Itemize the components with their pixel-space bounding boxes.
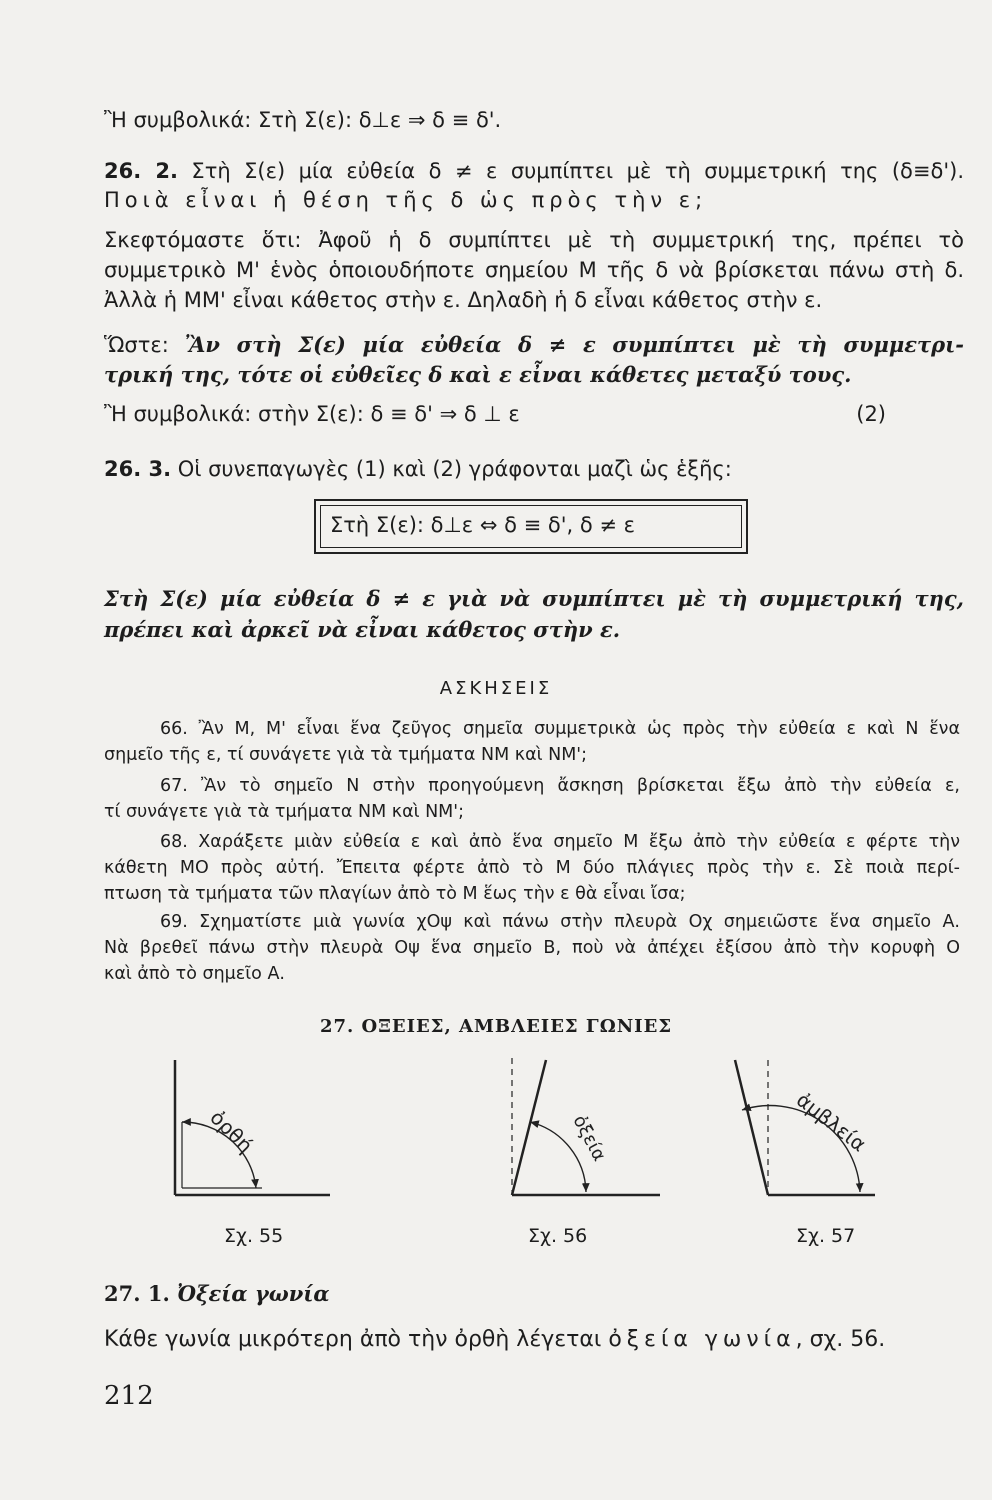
- fig-57-label: ἀμβλεία: [791, 1087, 871, 1157]
- exercise-67-line1: 67. Ἂν τὸ σημεῖο Ν στὴν προηγούμενη ἄσκηση βρίσκεται ἔξω ἀπὸ τὴν εὐθεία ε,: [160, 776, 960, 796]
- exercise-67-line2: τί συνάγετε γιὰ τὰ τμήματα ΝΜ καὶ ΝΜ';: [104, 802, 464, 822]
- exercise-68-line2: κάθετη ΜΟ πρὸς αὐτή. Ἔπειτα φέρτε ἀπὸ τὸ Μ δύο πλάγιες πρὸς τὴν ε. Σὲ ποιὰ περί-: [104, 858, 960, 878]
- term-acute-angle: ὀξεία γωνία: [608, 1327, 796, 1352]
- reasoning-line-1: Σκεφτόμαστε ὅτι: Ἀφοῦ ἡ δ συμπίπτει μὲ τὴ συμμετρική της, πρέπει τὸ: [104, 228, 964, 252]
- definition-text: Κάθε γωνία μικρότερη ἀπὸ τὴν ὀρθὴ λέγεται: [104, 1327, 602, 1352]
- conclusion-prefix: Ὥστε:: [104, 333, 169, 357]
- reasoning-line-3: Ἀλλὰ ἡ ΜΜ' εἶναι κάθετος στὴν ε. Δηλαδὴ ἡ δ εἶναι κάθετος στὴν ε.: [104, 288, 823, 312]
- definition-ref: , σχ. 56.: [795, 1327, 886, 1352]
- exercise-69-line2: Νὰ βρεθεῖ πάνω στὴν πλευρὰ Οψ ἕνα σημεῖο Β, ποὺ νὰ ἀπέχει ἐξίσου ἀπὸ τὴν κορυφὴ Ο: [104, 938, 960, 958]
- conclusion-bold-1: Ἂν στὴ Σ(ε) μία εὐθεία δ ≠ ε συμπίπτει μὲ τὴ συμμετρι-: [184, 332, 964, 357]
- fig-55-right-angle: [175, 1060, 330, 1195]
- page-number: 212: [104, 1381, 154, 1411]
- symbolic-2-text: Ἢ συμβολικά: στὴν Σ(ε): δ ≡ δ' ⇒ δ ⊥ ε: [104, 402, 520, 426]
- section-26-3-number: 26. 3.: [104, 457, 172, 481]
- exercise-68-line1: 68. Χαράξετε μιὰν εὐθεία ε καὶ ἀπὸ ἕνα σημεῖο Μ ἔξω ἀπὸ τὴν εὐθεία ε φέρτε τὴν: [160, 832, 960, 852]
- para-26-2-text: Στὴ Σ(ε) μία εὐθεία δ ≠ ε συμπίπτει μὲ τὴ συμμετρική της (δ≡δ').: [191, 159, 964, 183]
- conclusion-line-2: τρική της, τότε οἱ εὐθεῖες δ καὶ ε εἶναι κάθετες μεταξύ τους.: [104, 362, 852, 387]
- fig-56-label: ὀξεία: [568, 1111, 610, 1165]
- exercise-68-line3: πτωση τὰ τμήματα τῶν πλαγίων ἀπὸ τὸ Μ ἕως τὴν ε θὰ εἶναι ἴσα;: [104, 884, 686, 904]
- question-line: Ποιὰ εἶναι ἡ θέση τῆς δ ὡς πρὸς τὴν ε;: [104, 188, 708, 212]
- theorem-line-1: Στὴ Σ(ε) μία εὐθεία δ ≠ ε γιὰ νὰ συμπίπτει μὲ τὴ συμμετρική της,: [104, 586, 964, 611]
- reasoning-line-2: συμμετρικὸ Μ' ἑνὸς ὁποιουδήποτε σημείου Μ τῆς δ νὰ βρίσκεται πάνω στὴ δ.: [104, 258, 964, 282]
- section-27-heading: 27. ΟΞΕΙΕΣ, ΑΜΒΛΕΙΕΣ ΓΩΝΙΕΣ: [319, 1016, 673, 1037]
- para-26-3-text: Οἱ συνεπαγωγὲς (1) καὶ (2) γράφονται μαζὶ ὡς ἑξῆς:: [177, 457, 732, 481]
- caption-fig-57: Σχ. 57: [796, 1225, 856, 1247]
- line-symbolic-1: Ἢ συμβολικά: Στὴ Σ(ε): δ⊥ε ⇒ δ ≡ δ'.: [104, 108, 502, 132]
- formula-box-text: Στὴ Σ(ε): δ⊥ε ⇔ δ ≡ δ', δ ≠ ε: [330, 513, 636, 537]
- equation-number-2: (2): [856, 402, 886, 426]
- section-26-2-number: 26. 2.: [104, 159, 178, 183]
- caption-fig-55: Σχ. 55: [224, 1225, 284, 1247]
- theorem-line-2: πρέπει καὶ ἀρκεῖ νὰ εἶναι κάθετος στὴν ε.: [104, 617, 621, 642]
- exercise-69-line1: 69. Σχηματίστε μιὰ γωνία χΟψ καὶ πάνω στὴν πλευρὰ Οχ σημειῶστε ἕνα σημεῖο Α.: [160, 912, 960, 932]
- exercise-66-line2: σημεῖο τῆς ε, τί συνάγετε γιὰ τὰ τμήματα ΝΜ καὶ ΝΜ';: [104, 745, 587, 765]
- subsection-27-1-number: 27. 1.: [104, 1281, 170, 1306]
- caption-fig-56: Σχ. 56: [528, 1225, 588, 1247]
- exercises-heading: ΑΣΚΗΣΕΙΣ: [439, 678, 553, 699]
- fig-55-label: ὀρθή: [205, 1105, 258, 1158]
- subsection-27-1-title: Ὀξεία γωνία: [177, 1281, 330, 1306]
- exercise-66-line1: 66. Ἂν Μ, Μ' εἶναι ἕνα ζεῦγος σημεῖα συμμετρικὰ ὡς πρὸς τὴν εὐθεία ε καὶ Ν ἕνα: [160, 719, 960, 739]
- exercise-69-line3: καὶ ἀπὸ τὸ σημεῖο Α.: [104, 964, 285, 984]
- definition-line: [104, 1326, 964, 1354]
- subsection-27-1-heading: [104, 1280, 964, 1308]
